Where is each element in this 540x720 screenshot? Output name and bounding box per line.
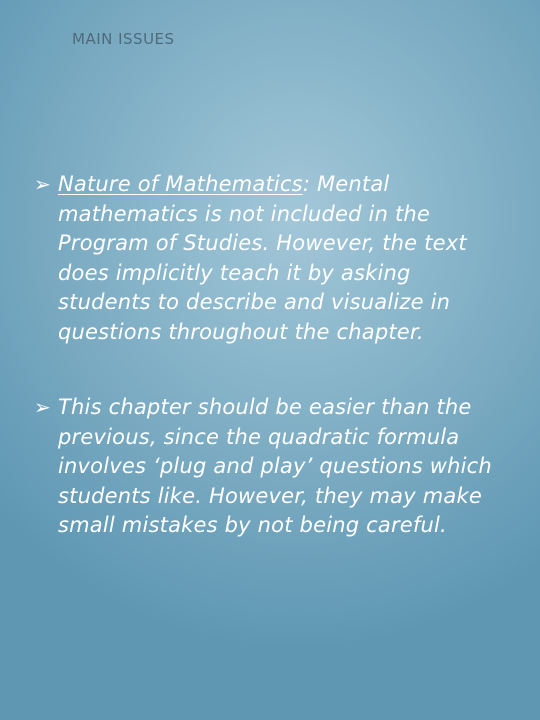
bullet-text [58, 170, 509, 347]
bullet-list [34, 170, 509, 541]
slide-title: MAIN ISSUES [72, 30, 175, 48]
bullet-item-quadratic-formula [34, 393, 509, 541]
bullet-item-nature-of-mathematics [34, 170, 509, 347]
bullet-text [58, 393, 509, 541]
arrow-bullet-icon: ➢ [34, 172, 51, 196]
bullet-body: This chapter should be easier than the previous, since the quadratic formula involves ‘plug and play’ questions which students like. However, they may make small mistakes by not being careful. [58, 395, 492, 537]
arrow-bullet-icon: ➢ [34, 395, 51, 419]
bullet-body: : Mental mathematics is not included in the Program of Studies. However, the text does implicitly teach it by asking students to describe and visualize in questions throughout the chapter. [58, 172, 467, 344]
bullet-heading: Nature of Mathematics [58, 172, 303, 196]
